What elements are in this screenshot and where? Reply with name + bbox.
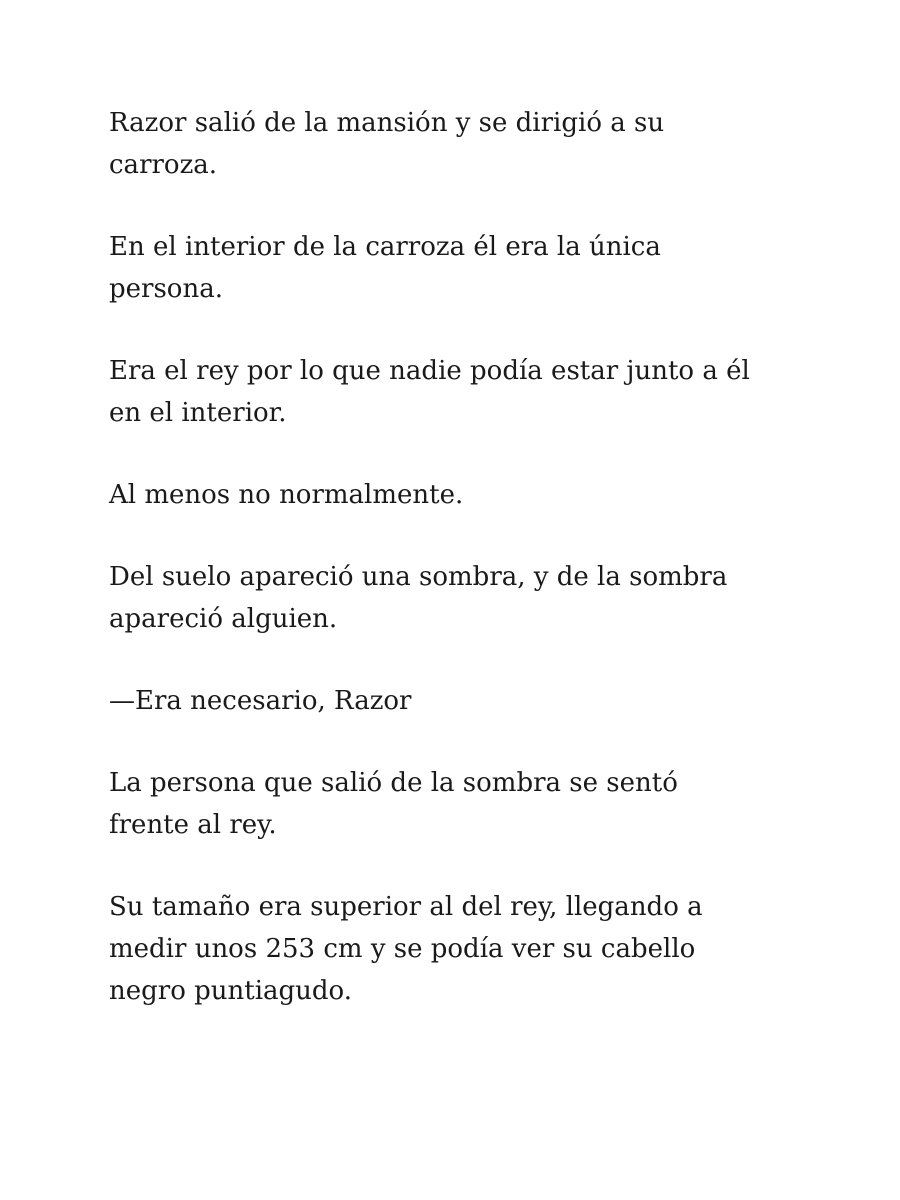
paragraph-line: Razor salió de la mansión y se dirigió a su [109, 108, 665, 138]
paragraph-line: —Era necesario, Razor [109, 686, 412, 716]
paragraph-line: apareció alguien. [109, 604, 338, 634]
paragraph-line: frente al rey. [109, 810, 277, 840]
paragraph-1 [109, 102, 809, 186]
document-body [109, 102, 809, 1052]
paragraph-line: negro puntiagudo. [109, 976, 353, 1006]
paragraph-line: Era el rey por lo que nadie podía estar junto a él [109, 356, 750, 386]
paragraph-7 [109, 762, 809, 846]
paragraph-line: La persona que salió de la sombra se sentó [109, 768, 678, 798]
paragraph-line: persona. [109, 274, 223, 304]
paragraph-4 [109, 474, 809, 516]
paragraph-2 [109, 226, 809, 310]
paragraph-6 [109, 680, 809, 722]
paragraph-line: En el interior de la carroza él era la única [109, 232, 661, 262]
paragraph-8 [109, 886, 809, 1012]
paragraph-line: Su tamaño era superior al del rey, llegando a [109, 892, 703, 922]
paragraph-line: medir unos 253 cm y se podía ver su cabello [109, 934, 696, 964]
paragraph-3 [109, 350, 809, 434]
paragraph-line: Del suelo apareció una sombra, y de la sombra [109, 562, 728, 592]
paragraph-line: carroza. [109, 150, 218, 180]
paragraph-line: Al menos no normalmente. [109, 480, 464, 510]
paragraph-line: en el interior. [109, 398, 287, 428]
paragraph-5 [109, 556, 809, 640]
